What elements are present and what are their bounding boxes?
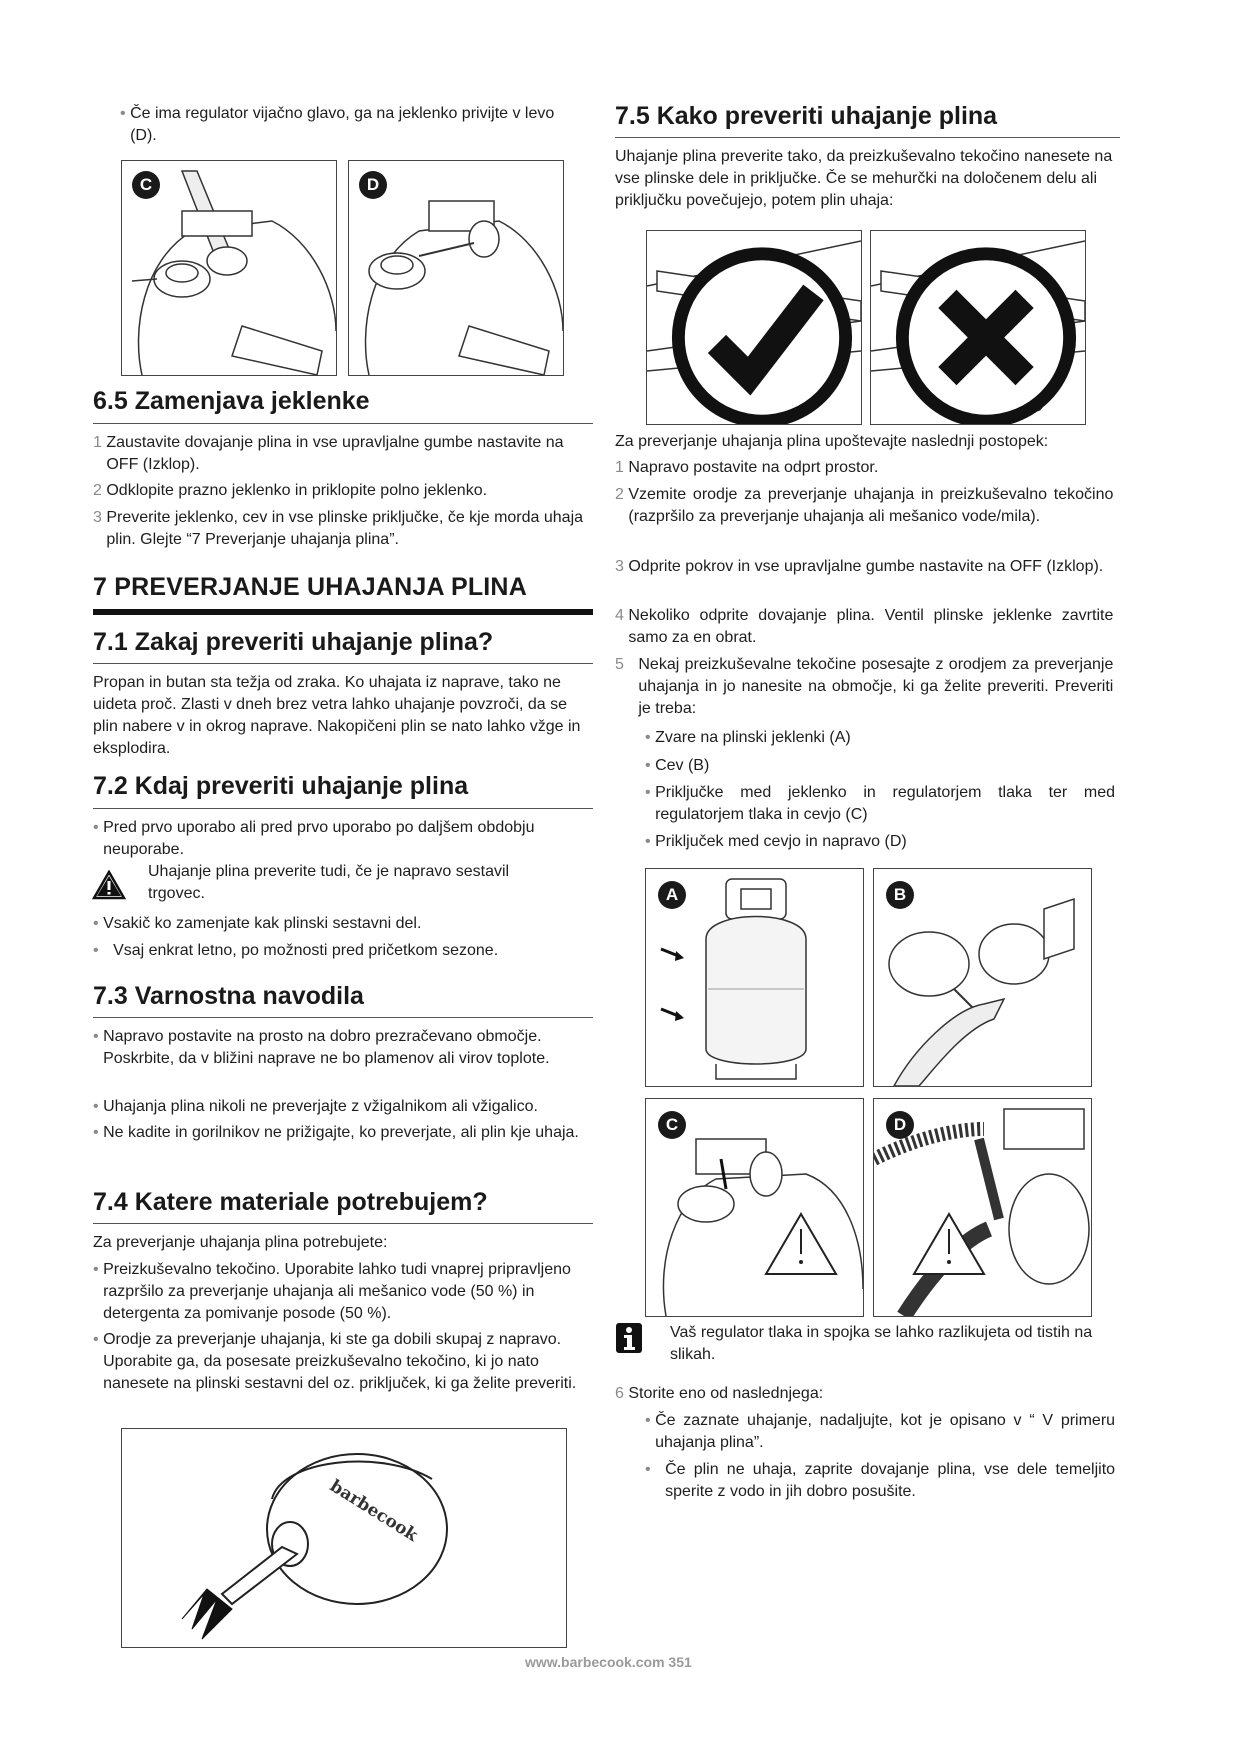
check-icon: [655, 241, 862, 425]
section-7-3-title: 7.3 Varnostna navodila: [93, 982, 364, 1010]
section-7-2-title: 7.2 Kdaj preveriti uhajanje plina: [93, 772, 469, 800]
s74-bullet-1: • Preizkuševalno tekočino. Uporabite lahko tudi vnaprej pripravljeno razpršilo za preverjanje uhajanja ali mešanico vode (50 %) in detergenta za pomivanje posode (50 %).: [93, 1261, 571, 1322]
step-6-sub-2: • Če plin ne uhaja, zaprite dovajanje plina, vse dele temeljito sperite z vodo in jih dobro posušite.: [645, 1461, 1116, 1500]
label-c2-badge: C: [658, 1111, 686, 1139]
brand-text: barbecook: [326, 1476, 422, 1546]
s72-bullet-3: • Vsaj enkrat letno, po možnosti pred pričetkom sezone.: [93, 942, 499, 959]
figure-check-b: [873, 868, 1092, 1087]
s75-item-1: 1 Napravo postavite na odprt prostor.: [615, 459, 879, 476]
s75-sub-4: • Priključek med cevjo in napravo (D): [645, 833, 907, 850]
chapter-7-title: 7 PREVERJANJE UHAJANJA PLINA: [93, 573, 527, 601]
chapter-7-rule: [93, 609, 593, 615]
section-7-4-rule: [93, 1223, 593, 1224]
s74-bullet-2: • Orodje za preverjanje uhajanja, ki ste ga dobili skupaj z napravo. Uporabite ga, da posesate preizkuševalno tekočino, ki jo nato nanesete na plinski sestavni del oz. priključek, ki ga želite preveriti.: [93, 1331, 577, 1392]
section-7-2-rule: [93, 808, 593, 809]
s75-item-5: 5 Nekaj preizkuševalne tekočine posesajte z orodjem za preverjanje uhajanja in jo nanesite na območje, ki ga želite preveriti. Preveriti je treba:: [615, 656, 1114, 717]
s75-sub-3: • Priključke med jeklenko in regulatorjem tlaka ter med regulatorjem tlaka in cevjo (C): [645, 784, 1116, 823]
cross-icon: [879, 241, 1086, 425]
label-c-badge: C: [132, 171, 160, 199]
figure-check-c: [645, 1098, 864, 1317]
s73-bullet-1: • Napravo postavite na prosto na dobro prezračevano območje. Poskrbite, da v bližini naprave ne bo plamenov ali virov toplote.: [93, 1028, 550, 1067]
footer-page-number: www.barbecook.com 351: [525, 1654, 692, 1670]
figure-leak-test-tool: [121, 1428, 567, 1648]
s74-intro: Za preverjanje uhajanja plina potrebujete:: [93, 1234, 388, 1251]
s72-bullet-2: • Vsakič ko zamenjate kak plinski sestavni del.: [93, 915, 422, 932]
figure-check-a: [645, 868, 864, 1087]
label-d2-badge: D: [886, 1111, 914, 1139]
s75-sub-2: • Cev (B): [645, 757, 710, 774]
section-7-1-body: Propan in butan sta težja od zraka. Ko uhajata iz naprave, tako ne uideta proč. Zlasti v dneh brez vetra lahko uhajanje povzroči, da se plin nabere v in okrog naprave. Nakopičeni plin se nato lahko vžge in eksplodira.: [93, 674, 581, 757]
s65-item-2: 2 Odklopite prazno jeklenko in priklopite polno jeklenko.: [93, 482, 488, 499]
s65-item-3: 3 Preverite jeklenko, cev in vse plinske priključke, če kje morda uhaja plin. Glejte “7 Preverjanje uhajanja plina”.: [93, 509, 584, 548]
info-icon: [615, 1322, 643, 1354]
section-7-1-rule: [93, 663, 593, 664]
section-7-5-title: 7.5 Kako preveriti uhajanje plina: [615, 102, 998, 130]
section-6-5-title: 6.5 Zamenjava jeklenke: [93, 387, 370, 415]
label-a-badge: A: [658, 881, 686, 909]
warning-triangle-icon: [92, 870, 126, 900]
leak-tool-illustration: [122, 1429, 566, 1647]
s75-item-4: 4 Nekoliko odprite dovajanje plina. Ventil plinske jeklenke zavrtite samo za en obrat.: [615, 607, 1114, 646]
section-7-5-rule: [615, 137, 1120, 138]
section-6-5-rule: [93, 423, 593, 424]
label-d-badge: D: [359, 171, 387, 199]
s75-item-2: 2 Vzemite orodje za preverjanje uhajanja in preizkuševalno tekočino (razpršilo za preverjanje uhajanja ali mešanico vode/mila).: [615, 486, 1114, 525]
step-6: 6 Storite eno od naslednjega:: [615, 1385, 824, 1402]
s72-bullet-1: • Pred prvo uporabo ali pred prvo uporabo po daljšem obdobju neuporabe.: [93, 819, 535, 858]
s73-bullet-2: • Uhajanja plina nikoli ne preverjajte z vžigalnikom ali vžigalico.: [93, 1098, 538, 1115]
section-7-3-rule: [93, 1017, 593, 1018]
figure-check-d: [873, 1098, 1092, 1317]
section-7-5-body: Uhajanje plina preverite tako, da preizkuševalno tekočino nanesete na vse plinske dele in priključke. Če se mehurčki na določenem delu ali priključku povečujejo, potem plin uhaja:: [615, 148, 1113, 209]
intro-bullet: • Če ima regulator vijačno glavo, ga na jeklenko privijte v levo (D).: [120, 105, 555, 144]
section-7-1-title: 7.1 Zakaj preveriti uhajanje plina?: [93, 628, 494, 656]
figure-no-leak: [646, 230, 862, 425]
procedure-intro: Za preverjanje uhajanja plina upoštevajte naslednji postopek:: [615, 433, 1049, 450]
figure-regulator-d: [348, 160, 564, 376]
s75-sub-1: • Zvare na plinski jeklenki (A): [645, 729, 851, 746]
info-text: Vaš regulator tlaka in spojka se lahko razlikujeta od tistih na slikah.: [670, 1324, 1093, 1363]
section-7-4-title: 7.4 Katere materiale potrebujem?: [93, 1188, 488, 1216]
figure-regulator-c: [121, 160, 337, 376]
step-6-sub-1: • Če zaznate uhajanje, nadaljujte, kot je opisano v “ V primeru uhajanja plina”.: [645, 1412, 1116, 1451]
s73-bullet-3: • Ne kadite in gorilnikov ne prižigajte, ko preverjate, ali plin kje uhaja.: [93, 1124, 579, 1141]
s75-item-3: 3 Odprite pokrov in vse upravljalne gumbe nastavite na OFF (Izklop).: [615, 558, 1104, 575]
s72-warning-text: Uhajanje plina preverite tudi, če je napravo sestavil trgovec.: [148, 863, 510, 902]
figure-leak: [870, 230, 1086, 425]
s65-item-1: 1 Zaustavite dovajanje plina in vse upravljalne gumbe nastavite na OFF (Izklop).: [93, 434, 564, 473]
label-b-badge: B: [886, 881, 914, 909]
